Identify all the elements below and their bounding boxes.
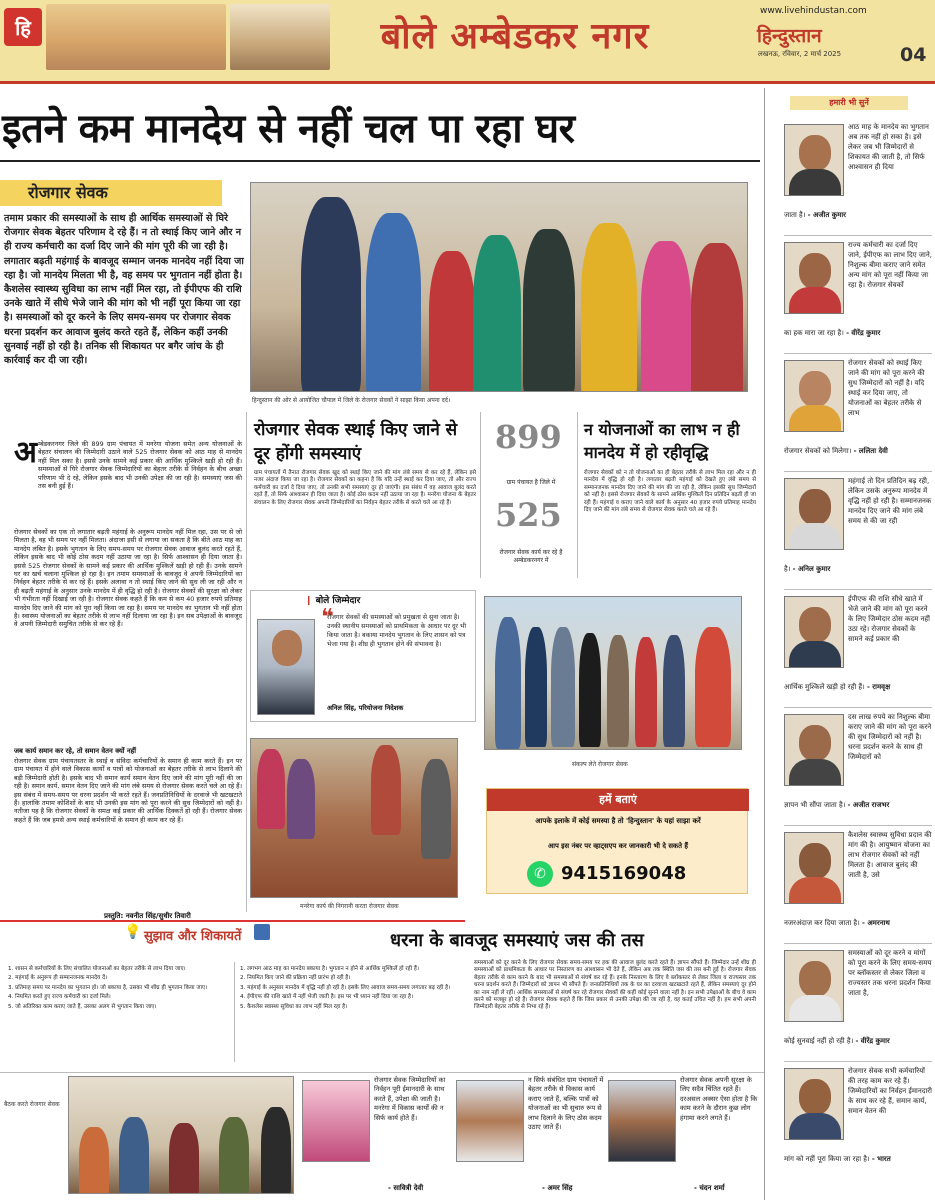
stat-number-rojgar-sevak: 525 <box>495 496 562 534</box>
suggestion-item: 2. महंगाई के अनुरूप ही सम्मानजनक मानदेय दें। <box>8 975 108 982</box>
rail-card-name: - अजीत कुमार <box>807 211 847 219</box>
rail-card-name: - अजीत राजभर <box>847 801 890 809</box>
page-number: 04 <box>900 44 927 66</box>
section-title: बोले अम्बेडकर नगर <box>380 15 650 57</box>
newspaper-name: हिन्दुस्तान <box>757 25 822 47</box>
rail-card-footer <box>784 1154 932 1164</box>
rail-card-text: दस लाख रुपये का निशुल्क बीमा कराए जाने की मांग को पूरा करने की सुध जिम्मेदारों को नहीं है। धरना प्रदर्शन करने के साथ ही जिम्मेदारों को <box>848 713 932 761</box>
rail-card <box>784 590 932 708</box>
rail-card-footer <box>784 800 932 810</box>
official-face <box>272 630 302 666</box>
rail-card-footer <box>784 210 932 220</box>
official-quote: रोजगार सेवकों की समस्याओं को प्रमुखता से सुना जाता है। उनकी स्थानीय समस्याओं को प्राथमिकता के आधार पर दूर भी किया जाता है। बकाया मानदेय भुगतान के लिए शासन को पत्र भेजा गया है। शीघ्र ही भुगतान होने की संभावना है। <box>327 614 467 648</box>
suggestions-title: सुझाव और शिकायतें <box>144 929 242 944</box>
rail-card-footer <box>784 446 932 456</box>
rail-card <box>784 236 932 354</box>
quote-icon: ❝ <box>321 605 334 630</box>
rail-card-text: महंगाई तो दिन प्रतिदिन बढ़ रही, लेकिन उसके अनुरूप मानदेय में वृद्धि नहीं हो रही है। सम्मानजनक मानदेय दिए जाने की मांग लंबे समय से की जा रही <box>848 477 932 525</box>
rail-card-tail: जाता है। <box>784 211 806 219</box>
rail-card-tail: रोजगार सेवकों को मिलेगा। <box>784 447 852 455</box>
rail-card-tail: मांग को नहीं पूरा किया जा रहा है। <box>784 1155 870 1163</box>
column-divider <box>246 412 247 912</box>
intro-paragraph: तमाम प्रकार की समस्याओं के साथ ही आर्थिक समस्याओं से घिरे रोजगार सेवक बेहतर परिणाम दे रहे हैं। न तो स्थाई किए जाने और न ही राज्य कर्मचारी का दर्जा दिए जाने की मांग पूरी की जा रही है। लगातार बढ़ती महंगाई के बावजूद सम्मान जनक मानदेय नहीं दिया जा रहा है। जो मानदेय मिलता भी है, वह समय पर भुगतान नहीं होता है। कैशलेस स्वास्थ्य सुविधा का लाभ नहीं मिल रहा, तो ईपीएफ की राशि उनके खाते में सीधे भेजे जाने की मांग को भी नहीं पूरा किया जा रहा है। समस्याओं को दूर करने के लिए समय-समय पर रोजगार सेवक धरना प्रदर्शन कर आवाज बुलंद करते रहते हैं, लेकिन कहीं उनकी सुनवाई नहीं हो रही है। तनिक सी शिकायत पर बगैर जांच के ही कार्रवाई कर दी जा रही। <box>4 213 244 367</box>
rail-card-tail: कोई सुनवाई नहीं हो रही है। <box>784 1037 854 1045</box>
official-tag-label: बोले जिम्मेदार <box>315 596 361 606</box>
rail-card <box>784 826 932 944</box>
meeting-photo <box>68 1076 294 1194</box>
main-story-subhead: जब कार्य समान कर रहे, तो समान वेतन क्यों नहीं <box>14 747 137 755</box>
rail-card <box>784 944 932 1062</box>
suggestion-item: 3. प्रतिमाह समय पर मानदेय का भुगतान हो। जो बकाया है, उसका भी शीघ्र ही भुगतान किया जाए। <box>8 984 208 991</box>
rail-card-tail: आर्थिक मुश्किलें खड़ी हो रही हैं। <box>784 683 865 691</box>
section-tag: रोजगार सेवक <box>0 180 222 206</box>
complaint-item: 3. महंगाई के अनुसार मानदेय में वृद्धि नहीं हो रही है। इसके लिए आवाज समय-समय लगातार बढ़ रही है। <box>240 984 451 991</box>
rail-card-photo <box>784 124 844 196</box>
sankalp-photo-caption: संकल्प लेते रोजगार सेवक <box>572 761 628 768</box>
rail-card <box>784 1062 932 1180</box>
headline-rule <box>0 160 760 162</box>
suggestions-list <box>8 966 228 1011</box>
stat-number-gram-panchayat: 899 <box>495 418 562 456</box>
suggestion-item: 1. शासन से कर्मचारियों के लिए संचालित योजनाओं का बेहतर तरीके से लाभ दिया जाए। <box>8 966 186 972</box>
website-link[interactable]: www.livehindustan.com <box>760 6 867 16</box>
rail-card-tail: है। <box>784 565 791 573</box>
bottom-card-photo <box>608 1080 676 1162</box>
complaint-item: 5. कैशलेस स्वास्थ्य सुविधा का लाभ नहीं मिल रहा है। <box>240 1003 348 1010</box>
complaint-item: 4. ईपीएफ की राशि खाते में नहीं भेजी जाती है। इस पर भी ध्यान नहीं दिया जा रहा है। <box>240 994 414 1001</box>
official-name: अनिल सिंह, परियोजना निदेशक <box>327 704 404 712</box>
bottom-card-text: न सिर्फ संबंधित ग्राम पंचायतों में बेहतर तरीके से विकास कार्य कराए जाते हैं, बल्कि पात्रों को योजनाओं का भी सुचारु रूप से लाभ दिलाने के लिए ठोस कदम उठाए जाते हैं। <box>528 1076 604 1132</box>
rail-card-tail: नजरअंदाज कर दिया जाता है। <box>784 919 860 927</box>
rail-card-text: राज्य कर्मचारी का दर्जा दिए जाने, ईपीएफ का लाभ दिए जाने, निशुल्क बीमा कराए जाने समेत अन्य मांग को पूरा नहीं किया जा रहा है। रोजगार सेवकों <box>848 241 932 289</box>
complaint-item: 1. लगभग आठ माह का मानदेय बकाया है। भुगतान न होने से आर्थिक मुश्किलें हो रही हैं। <box>240 966 419 972</box>
masthead-building-photo-2 <box>230 4 330 70</box>
rail-card-text: रोजगार सेवकों को स्थाई किए जाने की मांग को पूरा करने की सुध जिम्मेदारों को नहीं है। यदि स्थाई कर दिया जाए, तो योजनाओं का बेहतर तरीके से लाभ <box>848 359 925 417</box>
suggestion-item: 4. नियमित करते हुए राज्य कर्मचारी का दर्जा मिले। <box>8 994 111 1001</box>
story4-body: समस्याओं को दूर करने के लिए रोजगार सेवक समय-समय पर हक की आवाज बुलंद करते रहते हैं। ज्ञापन सौंपते हैं। जिम्मेदार उन्हें शीघ्र ही समस्याओं को प्राथमिकता के आधार पर निस्तारण का आश्वासन भी देते हैं, लेकिन अब तक स्थिति जस की तस बनी हुई है। रोजगार सेवक बेहतर तरीके से काम करने के बाद भी समस्याओं से संघर्ष कर रहे हैं। इनके निस्तारण के लिए वे ब्लॉकस्तर से लेकर जिला व राज्यस्तर तक धरना प्रदर्शन करते हैं। जिम्मेदारों को ज्ञापन भी सौंपते हैं। जनप्रतिनिधियों तक के घर का दरवाजा खटखटाते रहते हैं, लेकिन समस्याएं दूर होने का नाम नहीं ले रहीं। आर्थिक समस्याओं से संघर्ष कर रहे रोजगार सेवकों की कहीं कोई सुनने वाला नहीं है। इन सभी उपेक्षाओं के बीच वे काम करने को मजबूर हो रहे हैं। रोजगार सेवक कहते हैं कि जिस प्रकार से उनकी उपेक्षा की जा रही है, वह कतई उचित नहीं है। हम सभी अपनी जिम्मेदारी बेहतर तरीके से निभा रहे हैं। <box>474 960 756 1011</box>
masthead <box>0 0 935 84</box>
rail-card-photo <box>784 832 844 904</box>
drop-cap: अ <box>14 435 37 470</box>
complaint-box-icon <box>254 924 270 940</box>
bottom-card <box>456 1076 606 1198</box>
rail-card-footer <box>784 328 932 338</box>
hame-bataen-line-1: आपके इलाके में कोई समस्या है तो 'हिन्दुस्तान' के यहां साझा करें <box>535 817 701 825</box>
rail-card <box>784 354 932 472</box>
edition-date: लखनऊ, रविवार, 2 मार्च 2025 <box>758 50 842 58</box>
stats-box <box>480 412 578 578</box>
stat-label-rojgar-sevak: रोजगार सेवक कार्य कर रहे है अम्बेडकरनगर में <box>499 549 563 564</box>
main-story-para-1: म्बेडकरनगर जिले की 899 ग्राम पंचायत में मनरेगा योजना समेत अन्य योजनाओं के बेहतर संचालन की जिम्मेदारी उठाने वाले 525 रोजगार सेवक को आठ माह से मानदेय नहीं मिल सका है। इससे उनके सामने कई प्रकार की आर्थिक मुश्किलें खड़ी हो रही हैं। समस्याओं से घिरे रोजगार सेवक जिम्मेदारियों का बेहतर तरीके से निर्वहन के बीच अच्छा परिणाम भी दे रहे, लेकिन इसके बाद भी उनकी उपेक्षा की जा रही है। समस्याएं जस की तस बनी हुई हैं। <box>38 440 242 491</box>
story2-body: ग्राम पंचायतों में तैनात रोजगार सेवक खुद को स्थाई किए जाने की मांग लंबे समय से कर रहे हैं, लेकिन इसे नजर अंदाज किया जा रहा है। रोजगार सेवकों का कहना है कि यदि उन्हें स्थाई कर दिया जाए, तो और राज्य कर्मचारी का दर्जा दे दिया जाए, तो उनकी सभी समस्याएं दूर हो जाएंगी। इस संबंध में वह आवाज बुलंद करते रहते हैं, तो सिर्फ आश्वासन ही दिया जाता है। कोई ठोस कदम नहीं उठाया जा रहा है। मनरेगा योजना के बेहतर संचालन के लिए रोजगार सेवक अपनी जिम्मेदारियों का निर्वहन बेहतर तरीके से करते चले आ रहे हैं। <box>254 470 476 506</box>
story-credit: प्रस्तुति: नवनीत सिंह/सुधीर तिवारी <box>104 912 191 920</box>
hame-bataen-title: हमें बताएं <box>487 789 749 811</box>
story3-title: न योजनाओं का लाभ न ही मानदेय में हो रहीवृद्धि <box>584 420 740 462</box>
rail-card-photo <box>784 950 844 1022</box>
rail-title: हमारी भी सुनें <box>790 96 908 110</box>
rail-card-photo <box>784 478 844 550</box>
rail-card-text: आठ माह के मानदेय का भुगतान अब तक नहीं हो सका है। इसे लेकर जब भी जिम्मेदारों से शिकायत की जाती है, तो सिर्फ आश्वासन ही दिया <box>848 123 929 171</box>
rail-card-photo <box>784 360 844 432</box>
rail-card-name: - भारत <box>871 1155 891 1163</box>
rail-card-footer <box>784 918 932 928</box>
rail-card-footer <box>784 1036 932 1046</box>
rail-card-name: - वीरेंद्र कुमार <box>846 329 881 337</box>
story3-body: रोजगार सेवकों को न तो योजनाओं का ही बेहतर तरीके से लाभ मिल रहा और न ही मानदेय में वृद्धि हो रही है। लगातार बढ़ती महंगाई को देखते हुए लंबे समय से सम्मानजनक मानदेय दिए जाने की मांग की जा रही है, लेकिन इसकी सुध जिम्मेदारों को नहीं है। इससे रोजगार सेवकों के सामने आर्थिक मुश्किलें दिन प्रतिदिन बढ़ती ही जा रही हैं। महंगाई व कराए जाने वाले कार्य के अनुसार 40 हजार रुपये प्रतिमाह मानदेय दिए जाने की मांग लंबे समय से रोजगार सेवक करते चले आ रहे हैं। <box>584 470 756 514</box>
whatsapp-number[interactable]: 9415169048 <box>561 863 687 884</box>
stat-label-gram-panchayat: ग्राम पंचायत है जिले में <box>506 479 556 486</box>
hame-bataen-line-2: आप इस नंबर पर व्हाट्सएप कर जानकारी भी दे सकते हैं <box>548 842 688 850</box>
rail-card <box>784 118 932 236</box>
bottom-card <box>302 1076 452 1198</box>
manrega-photo <box>250 738 458 898</box>
hindustan-logo: हि <box>4 8 42 46</box>
rail-card-text: कैशलेस स्वास्थ्य सुविधा प्रदान की मांग की है। आयुष्मान योजना का लाभ रोजगार सेवकों को नहीं मिलता है। आवाज बुलंद की जाती है, उसे <box>848 831 932 879</box>
suggestion-item: 5. जो अतिरिक्त काम कराए जाते हैं, उसका अलग से भुगतान किया जाए। <box>8 1003 157 1010</box>
hame-bataen-box <box>486 788 748 894</box>
main-story-para-2: रोजगार सेवकों का एक तो लगातार बढ़ती महंगाई के अनुरूप मानदेय नहीं मिल रहा, उस पर से जो मिलता है, वह भी समय पर नहीं मिलता। अंदाजा इसी से लगाया जा सकता है कि बीते आठ माह का मानदेय लंबित है। इसके भुगतान के लिए समय-समय पर रोजगार सेवक आवाज बुलंद करते रहते हैं, लेकिन इसके बाद भी कोई ठोस कदम नहीं उठाया जा रहा है। सिर्फ आश्वासन ही दिया जाता है। इससे 525 रोजगार सेवकों के सामने कई प्रकार की आर्थिक मुश्किलें खड़ी हो रही हैं। उनके सामने घर का खर्च चलाना मुश्किल हो रहा है। इन तमाम समस्याओं के बावजूद वे अपनी जिम्मेदारियों का निर्वहन बेहतर तरीके से कर रहे हैं। इसके अलावा न तो स्थाई किए जाने की सुध ली जा रही और न ही बढ़ती महंगाई के अनुसार उनके मानदेय में ही वृद्धि हो रही है। रोजगार सेवकों की सुरक्षा को लेकर भी गंभीरता नहीं दिखाई जा रही है। रोजगार सेवक कहते हैं कि कम से कम 40 हजार रुपये प्रतिमाह मानदेय दिए जाने की मांग को पूरा नहीं किया जा रहा है। समय पर मानदेय का भुगतान भी नहीं होता है। स्वास्थ्य योजनाओं का बेहतर तरीके से लाभ नहीं दिलाया जा रहा है। इन सब उपेक्षाओं के बावजूद वे अपनी जिम्मेदारी समुचित तरीके से कर रहे हैं। <box>14 528 242 629</box>
bulb-icon: 💡 <box>124 924 142 940</box>
rail-card-text: समस्याओं को दूर करने व मांगों को पूरा करने के लिए समय-समय पर ब्लॉकस्तर से लेकर जिला व राज्यस्तर तक धरना प्रदर्शन किया जाता है, <box>848 949 932 997</box>
bottom-card <box>608 1076 760 1198</box>
bottom-card-photo <box>456 1080 524 1162</box>
rail-card-name: - अमरनाथ <box>861 919 890 927</box>
bottom-photo-caption: बैठक करते रोजगार सेवक <box>4 1101 60 1108</box>
sankalp-photo <box>484 596 742 750</box>
official-photo <box>257 619 315 715</box>
official-box <box>250 590 476 722</box>
rail-card-name: - रामवृक्ष <box>866 683 891 691</box>
main-photo-caption: हिन्दुस्तान की ओर से आयोजित चौपाल में जिले के रोजगार सेवकों ने साझा किया अपना दर्द। <box>252 397 451 404</box>
bottom-card-text: रोजगार सेवक जिम्मेदारियों का निर्वहन पूरी ईमानदारी के साथ करते हैं, उपेक्षा की जाती है। मनरेगा में विकास कार्यों की न सिर्फ कार्य होते हैं। <box>374 1076 446 1122</box>
main-headline: इतने कम मानदेय से नहीं चल पा रहा घर <box>2 105 575 152</box>
bottom-card-name: - सावित्री देवी <box>388 1184 424 1192</box>
story2-title: रोजगार सेवक स्थाई किए जाने से दूर होंगी समस्याएं <box>254 420 458 464</box>
main-group-photo <box>250 182 748 392</box>
official-bullet-icon: ❙ <box>305 596 316 606</box>
suggestions-divider <box>234 962 235 1062</box>
complaints-list <box>240 966 458 1011</box>
bottom-card-text: रोजगार सेवक अपनी सुरक्षा के लिए सदैव चिंतित रहते हैं। दरअसल अक्सर ऐसा होता है कि काम करने के दौरान कुछ लोग हंगामा करने लगते हैं। <box>680 1076 758 1122</box>
story4-title: धरना के बावजूद समस्याएं जस की तस <box>390 930 644 951</box>
manrega-photo-caption: मनरेगा कार्य की निगरानी करता रोजगार सेवक <box>300 903 399 910</box>
rail-card-name: - वीरेंद्र कुमार <box>855 1037 890 1045</box>
rail-card <box>784 472 932 590</box>
rail-card-footer <box>784 564 932 574</box>
rail-card-footer <box>784 682 932 692</box>
rail-card-text: रोजगार सेवक सभी कर्मचारियों की तरह काम कर रहे हैं। जिम्मेदारियों का निर्वहन ईमानदारी के साथ कर रहे हैं, समान कार्य, समान वेतन की <box>848 1067 932 1115</box>
bottom-card-name: - अमर सिंह <box>542 1184 573 1192</box>
masthead-building-photo-1 <box>46 4 226 70</box>
rail-card-tail: का हक मारा जा रहा है। <box>784 329 844 337</box>
rail-card-tail: ज्ञापन भी सौंपा जाता है। <box>784 801 846 809</box>
rail-card-name: - ललिता देवी <box>853 447 888 455</box>
rail-card-text: ईपीएफ की राशि सीधे खाते में भेजे जाने की मांग को पूरा करने के लिए जिम्मेदार ठोस कदम नहीं उठा रहे। रोजगार सेवकों के सामने कई प्रकार की <box>848 595 930 643</box>
rail-card-photo <box>784 242 844 314</box>
rail-card-name: - अनिल कुमार <box>792 565 831 573</box>
rail-card-photo <box>784 596 844 668</box>
bottom-card-name: - चंदन शर्मा <box>694 1184 725 1192</box>
rail-card <box>784 708 932 826</box>
rail-card-photo <box>784 714 844 786</box>
main-story-para-3: रोजगार सेवक ग्राम पंचायतस्तर के स्थाई व संविदा कर्मचारियों के समान ही काम करते हैं। इन पर ग्राम पंचायत में होने वाले विकास कार्यों व पात्रों को योजनाओं का बेहतर तरीके से लाभ दिलाने की बड़ी जिम्मेदारी होती है। इसके बाद भी समान कार्य समान वेतन दिए जाने की मांग पूरी नहीं की जा रही है। समान कार्य, समान वेतन दिए जाने की मांग लंबे समय से रोजगार सेवक करते चले आ रहे हैं। इस संबंध में समय-समय पर धरना प्रदर्शन भी करते रहते हैं। जनप्रतिनिधियों के दरवाजे भी खटखटाते हैं। हालांकि तमाम कोशिशों के बाद भी उनकी इस मांग को पूरा करने की सुध जिम्मेदारों को नहीं है। नतीजा यह है कि रोजगार सेवकों के समक्ष कई प्रकार की आर्थिक दिक्कतें हो रही हैं। रोजगार सेवक कहते हैं कि जब हमसे अन्य स्थाई कर्मचारियों के समान ही काम कर रहे हैं। <box>14 757 242 824</box>
bottom-card-photo <box>302 1080 370 1162</box>
complaint-item: 2. नियमित किए जाने की प्रक्रिया नहीं प्रारंभ हो रही है। <box>240 975 351 982</box>
rail-card-photo <box>784 1068 844 1140</box>
whatsapp-icon: ✆ <box>527 861 553 887</box>
